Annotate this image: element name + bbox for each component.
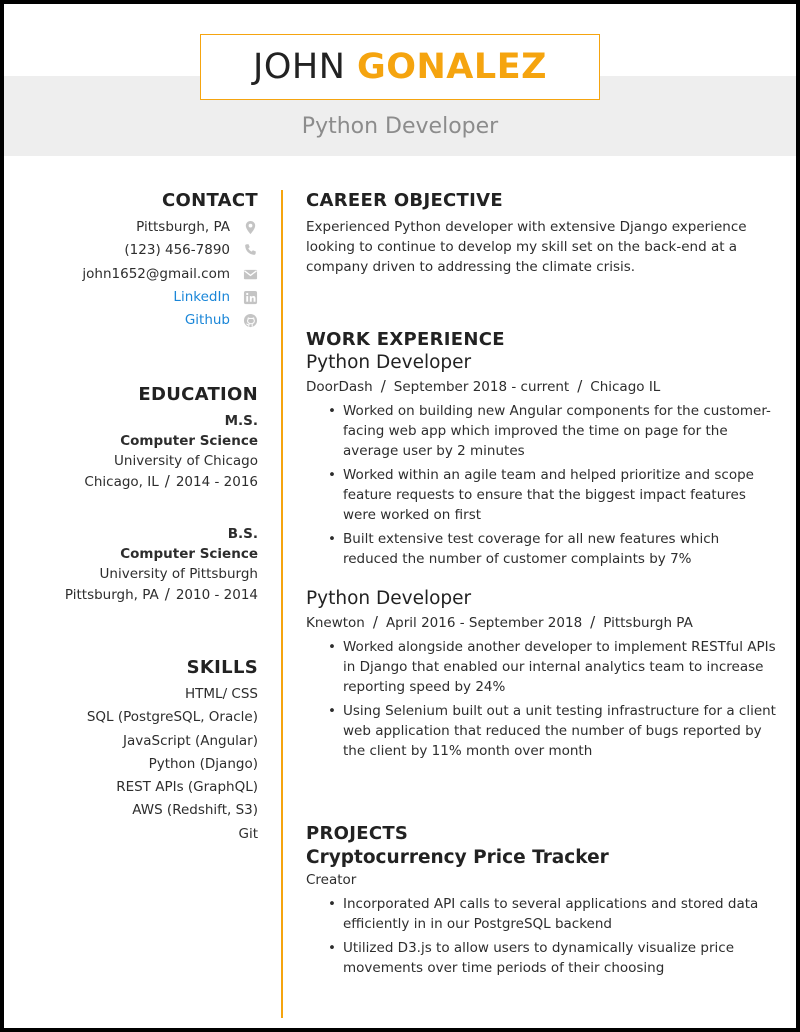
linkedin-icon — [243, 290, 258, 305]
location-text: Pittsburgh, PA — [136, 219, 230, 235]
separator: / — [164, 585, 170, 603]
column-divider — [281, 190, 283, 1018]
separator: / — [380, 377, 386, 395]
skill-item: HTML/ CSS — [185, 686, 258, 702]
name-box — [200, 34, 600, 100]
separator: / — [590, 613, 596, 631]
job-title: Python Developer — [306, 352, 472, 373]
envelope-icon — [243, 267, 258, 282]
bullet-item: • Utilized D3.js to allow users to dynamically visualize price movements over time periods of their choosing — [306, 938, 776, 978]
separator: / — [372, 613, 378, 631]
education-section — [20, 384, 258, 604]
education-meta — [20, 584, 258, 604]
job-entry — [306, 352, 776, 569]
school-name: University of Chicago — [114, 453, 258, 469]
map-pin-icon — [243, 220, 258, 235]
bullet-item: • Worked alongside another developer to implement RESTful APIs in Django that enabled our internal analytics team to increase reporting speed by 24% — [306, 637, 776, 697]
contact-linkedin — [20, 286, 258, 309]
education-heading: EDUCATION — [138, 384, 258, 405]
contact-phone — [20, 239, 258, 262]
degree: M.S. — [224, 413, 258, 429]
job-title: Python Developer — [306, 588, 472, 609]
first-name: JOHN — [253, 47, 346, 87]
field-of-study: Computer Science — [120, 433, 258, 449]
email-link[interactable]: john1652@gmail.com — [82, 265, 230, 282]
job-meta — [306, 612, 776, 633]
school-location: Pittsburgh, PA — [64, 587, 159, 603]
skills-section — [20, 657, 258, 846]
job-bullets — [306, 401, 776, 569]
job-dates: April 2016 - September 2018 — [385, 615, 583, 631]
skill-item: REST APIs (GraphQL) — [116, 779, 258, 796]
degree: B.S. — [227, 526, 258, 542]
school-name: University of Pittsburgh — [99, 566, 258, 582]
separator: / — [577, 377, 583, 395]
phone-icon — [243, 243, 258, 258]
bullet-item: • Worked within an agile team and helped prioritize and scope feature requests to ensure that the biggest impact features were worked on first — [306, 465, 776, 525]
education-dates: 2010 - 2014 — [175, 587, 258, 603]
skill-item: JavaScript (Angular) — [123, 732, 258, 749]
bullet-item: • Using Selenium built out a unit testing infrastructure for a client web application that reduced the number of bugs reported by the client by 11% month over month — [306, 701, 776, 761]
job-subtitle: Python Developer — [301, 114, 499, 139]
job-bullets — [306, 637, 776, 761]
projects-heading: PROJECTS — [306, 823, 409, 844]
job-dates: September 2018 - current — [393, 379, 570, 395]
project-entry — [306, 847, 776, 978]
education-entry — [20, 524, 258, 604]
skill-item: Python (Django) — [148, 755, 258, 772]
objective-heading: CAREER OBJECTIVE — [306, 190, 503, 211]
education-meta — [20, 471, 258, 491]
separator: / — [164, 472, 170, 490]
skill-item: SQL (PostgreSQL, Oracle) — [86, 709, 258, 726]
skill-item: Git — [238, 825, 258, 842]
company: Knewton — [306, 615, 365, 631]
school-location: Chicago, IL — [84, 474, 159, 490]
contact-github — [20, 309, 258, 332]
contact-section — [20, 190, 258, 332]
project-role: Creator — [306, 872, 357, 888]
linkedin-link[interactable]: LinkedIn — [173, 288, 230, 305]
bullet-item: • Built extensive test coverage for all new features which reduced the number of customer complaints by 7% — [306, 529, 776, 569]
experience-heading: WORK EXPERIENCE — [306, 329, 505, 350]
field-of-study: Computer Science — [120, 546, 258, 562]
github-link[interactable]: Github — [184, 312, 230, 329]
job-location: Chicago IL — [590, 379, 661, 395]
github-icon — [243, 313, 258, 328]
bullet-item: • Incorporated API calls to several applications and stored data efficiently in in our PostgreSQL backend — [306, 894, 776, 934]
job-entry — [306, 588, 776, 761]
last-name: GONALEZ — [357, 47, 547, 87]
bullet-item: • Worked on building new Angular components for the customer-facing web app which improved the time on page for the average user by 2 minutes — [306, 401, 776, 461]
job-location: Pittsburgh PA — [603, 615, 693, 631]
project-title: Cryptocurrency Price Tracker — [306, 847, 609, 868]
contact-location — [20, 216, 258, 239]
projects-section — [306, 823, 776, 982]
contact-heading: CONTACT — [162, 190, 258, 211]
skills-heading: SKILLS — [186, 657, 258, 678]
experience-section — [306, 329, 776, 765]
job-meta — [306, 376, 776, 397]
objective-section — [306, 190, 776, 277]
education-entry — [20, 411, 258, 491]
contact-email — [20, 263, 258, 286]
project-bullets — [306, 894, 776, 978]
company: DoorDash — [306, 379, 373, 395]
skill-item: AWS (Redshift, S3) — [132, 802, 258, 819]
objective-text: Experienced Python developer with extensive Django experience looking to continue to develop my skill set on the back-end at a company driven to addressing the climate crisis. — [306, 219, 747, 275]
phone-text: (123) 456-7890 — [124, 242, 230, 259]
education-dates: 2014 - 2016 — [175, 474, 258, 490]
